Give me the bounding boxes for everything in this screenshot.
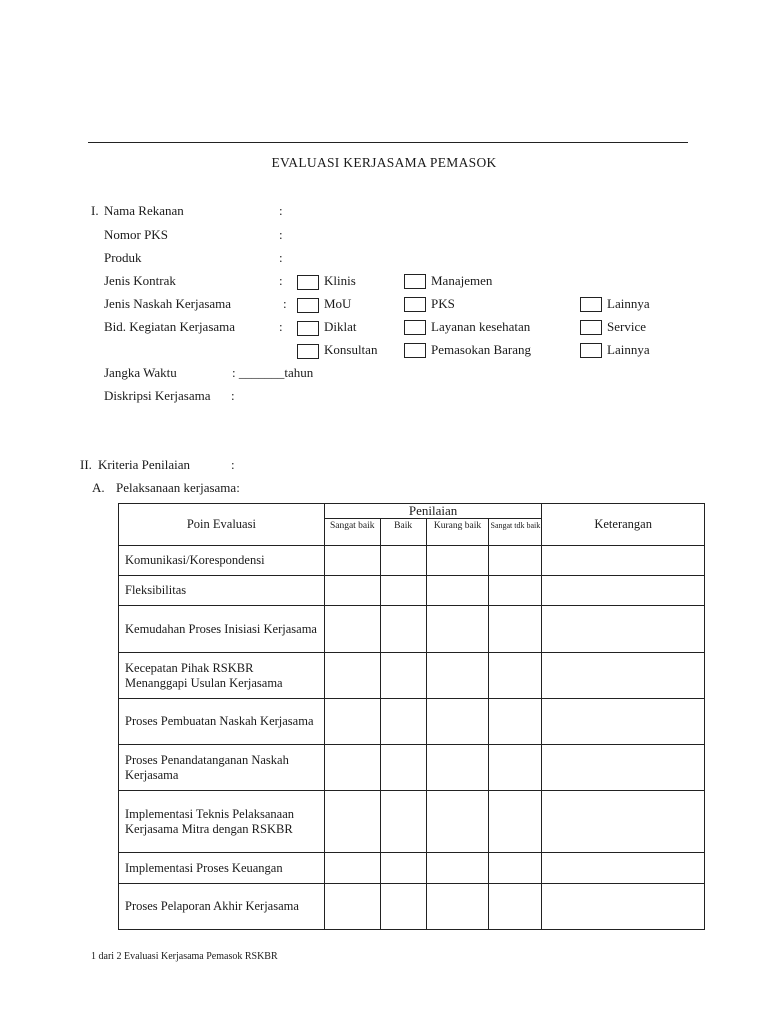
rating-cell[interactable]: [380, 653, 426, 699]
subsection-a-numeral: A.: [92, 480, 105, 495]
rating-cell[interactable]: [426, 576, 489, 606]
rating-cell[interactable]: [324, 884, 380, 930]
option-lainnya: Lainnya: [607, 296, 650, 311]
rating-cell[interactable]: [380, 791, 426, 853]
rating-cell[interactable]: [324, 653, 380, 699]
rating-cell[interactable]: [426, 653, 489, 699]
option-mou: MoU: [324, 296, 352, 311]
rating-cell[interactable]: [324, 745, 380, 791]
header-rule: [88, 142, 688, 143]
option-manajemen: Manajemen: [431, 273, 493, 288]
checkbox-service[interactable]: [580, 320, 602, 335]
label-jangka-waktu: Jangka Waktu: [104, 365, 177, 380]
checkbox-konsultan[interactable]: [297, 344, 319, 359]
keterangan-cell[interactable]: [542, 606, 705, 653]
rating-cell[interactable]: [426, 853, 489, 884]
colon: :: [279, 273, 283, 288]
header-sangat-baik: Sangat baik: [324, 519, 380, 546]
checkbox-mou[interactable]: [297, 298, 319, 313]
label-bid-kegiatan: Bid. Kegiatan Kerjasama: [104, 319, 236, 334]
rating-cell[interactable]: [380, 606, 426, 653]
rating-cell[interactable]: [324, 853, 380, 884]
colon: :: [231, 388, 235, 403]
rating-cell[interactable]: [380, 884, 426, 930]
rating-cell[interactable]: [324, 606, 380, 653]
rating-cell[interactable]: [489, 884, 542, 930]
table-row: [119, 853, 705, 884]
rating-cell[interactable]: [380, 576, 426, 606]
option-service: Service: [607, 319, 646, 334]
keterangan-cell[interactable]: [542, 791, 705, 853]
table-row: [119, 884, 705, 930]
criterion-label: Proses Pelaporan Akhir Kerjasama: [119, 884, 325, 930]
header-sangat-tdk-baik: Sangat tdk baik: [489, 519, 542, 546]
keterangan-cell[interactable]: [542, 653, 705, 699]
option-pemasokan-barang: Pemasokan Barang: [431, 342, 532, 357]
table-row: [119, 791, 705, 853]
table-row: [119, 653, 705, 699]
header-penilaian: Penilaian: [324, 504, 542, 519]
header-kurang-baik: Kurang baik: [426, 519, 489, 546]
keterangan-cell[interactable]: [542, 884, 705, 930]
label-nomor-pks: Nomor PKS: [104, 227, 168, 242]
page-footer: 1 dari 2 Evaluasi Kerjasama Pemasok RSKBR: [91, 951, 278, 962]
keterangan-cell[interactable]: [542, 853, 705, 884]
colon: :: [279, 227, 283, 242]
label-pelaksanaan: Pelaksanaan kerjasama:: [116, 480, 240, 495]
criterion-label: Komunikasi/Korespondensi: [119, 546, 325, 576]
label-diskripsi: Diskripsi Kerjasama: [104, 388, 211, 403]
checkbox-klinis[interactable]: [297, 275, 319, 290]
option-layanan-kesehatan: Layanan kesehatan: [431, 319, 531, 334]
colon: :: [283, 296, 287, 311]
keterangan-cell[interactable]: [542, 699, 705, 745]
checkbox-lainnya-naskah[interactable]: [580, 297, 602, 312]
rating-cell[interactable]: [489, 853, 542, 884]
option-klinis: Klinis: [324, 273, 356, 288]
option-diklat: Diklat: [324, 319, 357, 334]
keterangan-cell[interactable]: [542, 546, 705, 576]
label-kriteria-penilaian: Kriteria Penilaian: [98, 457, 191, 472]
criterion-label: Fleksibilitas: [119, 576, 325, 606]
rating-cell[interactable]: [489, 699, 542, 745]
label-produk: Produk: [104, 250, 142, 265]
label-jenis-naskah: Jenis Naskah Kerjasama: [104, 296, 232, 311]
rating-cell[interactable]: [426, 699, 489, 745]
checkbox-diklat[interactable]: [297, 321, 319, 336]
checkbox-pemasokan-barang[interactable]: [404, 343, 426, 358]
table-row: [119, 745, 705, 791]
option-konsultan: Konsultan: [324, 342, 378, 357]
label-jenis-kontrak: Jenis Kontrak: [104, 273, 176, 288]
section-2-numeral: II.: [80, 457, 92, 472]
rating-cell[interactable]: [426, 884, 489, 930]
document-title: EVALUASI KERJASAMA PEMASOK: [271, 155, 497, 170]
evaluation-table: [118, 503, 705, 930]
checkbox-manajemen[interactable]: [404, 274, 426, 289]
rating-cell[interactable]: [426, 791, 489, 853]
criterion-label: Proses Pembuatan Naskah Kerjasama: [119, 699, 325, 745]
rating-cell[interactable]: [489, 653, 542, 699]
colon: :: [279, 250, 283, 265]
checkbox-pks[interactable]: [404, 297, 426, 312]
rating-cell[interactable]: [324, 699, 380, 745]
rating-cell[interactable]: [489, 745, 542, 791]
table-row: [119, 606, 705, 653]
criterion-label: Kecepatan Pihak RSKBR Menanggapi Usulan Kerjasama: [119, 653, 325, 699]
jangka-waktu-value: : _______tahun: [232, 365, 314, 380]
header-baik: Baik: [380, 519, 426, 546]
rating-cell[interactable]: [489, 576, 542, 606]
criterion-label: Proses Penandatanganan Naskah Kerjasama: [119, 745, 325, 791]
rating-cell[interactable]: [426, 546, 489, 576]
rating-cell[interactable]: [380, 745, 426, 791]
header-keterangan: Keterangan: [542, 504, 705, 546]
checkbox-lainnya-kegiatan[interactable]: [580, 343, 602, 358]
colon: :: [279, 319, 283, 334]
rating-cell[interactable]: [426, 745, 489, 791]
option-pks: PKS: [431, 296, 455, 311]
rating-cell[interactable]: [380, 853, 426, 884]
rating-cell[interactable]: [489, 791, 542, 853]
rating-cell[interactable]: [380, 699, 426, 745]
criterion-label: Implementasi Teknis Pelaksanaan Kerjasama Mitra dengan RSKBR: [119, 791, 325, 853]
label-nama-rekanan: Nama Rekanan: [104, 203, 184, 218]
rating-cell[interactable]: [324, 546, 380, 576]
criterion-label: Kemudahan Proses Inisiasi Kerjasama: [119, 606, 325, 653]
rating-cell[interactable]: [426, 606, 489, 653]
table-row: [119, 576, 705, 606]
keterangan-cell[interactable]: [542, 576, 705, 606]
criterion-label: Implementasi Proses Keuangan: [119, 853, 325, 884]
rating-cell[interactable]: [489, 546, 542, 576]
rating-cell[interactable]: [380, 546, 426, 576]
rating-cell[interactable]: [324, 576, 380, 606]
colon: :: [231, 457, 235, 472]
rating-cell[interactable]: [324, 791, 380, 853]
section-1-numeral: I.: [91, 203, 99, 218]
colon: :: [279, 203, 283, 218]
option-lainnya: Lainnya: [607, 342, 650, 357]
rating-cell[interactable]: [489, 606, 542, 653]
header-poin-evaluasi: Poin Evaluasi: [119, 504, 325, 546]
table-row: [119, 546, 705, 576]
table-row: [119, 699, 705, 745]
keterangan-cell[interactable]: [542, 745, 705, 791]
checkbox-layanan-kesehatan[interactable]: [404, 320, 426, 335]
